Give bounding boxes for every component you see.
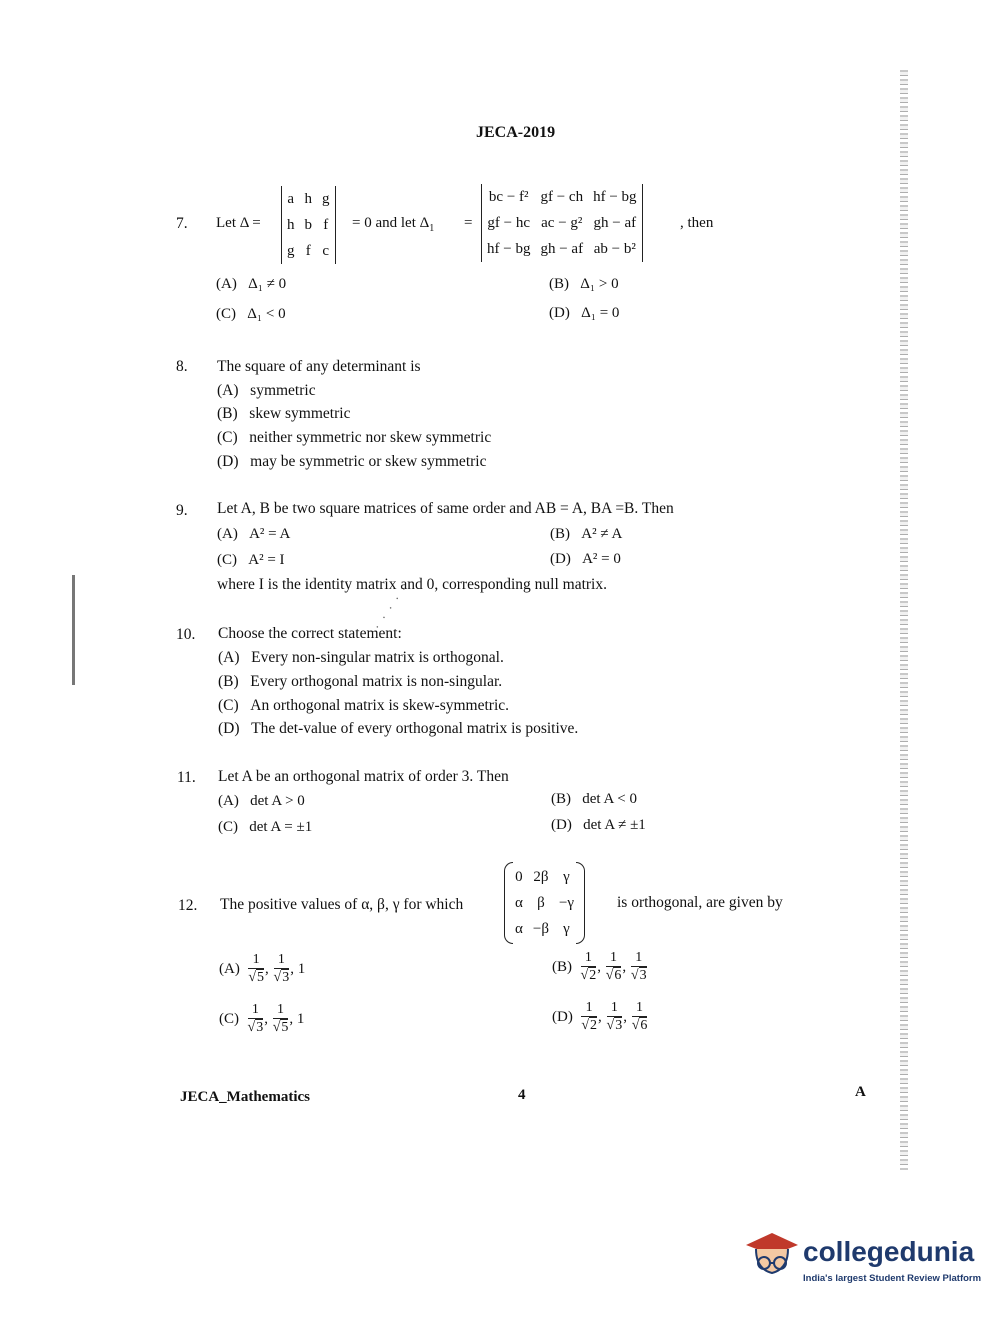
q9-stem: Let A, B be two square matrices of same order and AB = A, BA =B. Then xyxy=(217,500,674,517)
footer-page-number: 4 xyxy=(518,1087,526,1103)
q7-option-a: (A) Δ₁ ≠ 0 xyxy=(216,276,287,292)
q7-eq-sign: = xyxy=(464,215,473,231)
q9-number: 9. xyxy=(176,502,188,519)
q8-option-a: (A) symmetric xyxy=(217,382,316,399)
scan-mark xyxy=(72,575,75,685)
q9-note: where I is the identity matrix and 0, corresponding null matrix. xyxy=(217,576,607,593)
q8-number: 8. xyxy=(176,358,188,375)
q7-det-delta: a h g h b f g f c xyxy=(281,186,336,264)
q8-option-d: (D) may be symmetric or skew symmetric xyxy=(217,453,487,470)
q11-option-a: (A) det A > 0 xyxy=(218,793,305,809)
scan-edge xyxy=(900,70,908,1170)
q12-option-d: (D) $\frac{1}{√2}$ , $\frac{1}{√3}$ , $\frac{1}{√6}$ xyxy=(552,1000,648,1033)
footer-subject: JECA_Mathematics xyxy=(180,1089,310,1105)
q10-stem: Choose the correct statement: xyxy=(218,625,402,642)
q8-option-c: (C) neither symmetric nor skew symmetric xyxy=(217,429,492,446)
q9-option-b: (B) A² ≠ A xyxy=(550,526,623,542)
q11-number: 11. xyxy=(177,769,196,786)
q10-option-d: (D) The det-value of every orthogonal matrix is positive. xyxy=(218,720,579,737)
q12-option-b: (B) $\frac{1}{√2}$ , $\frac{1}{√6}$ , $\frac{1}{√3}$ xyxy=(552,950,647,983)
logo-name: collegedunia xyxy=(803,1236,975,1267)
q11-stem: Let A be an orthogonal matrix of order 3. Then xyxy=(218,768,509,785)
q12-number: 12. xyxy=(178,897,198,914)
q10-number: 10. xyxy=(176,626,196,643)
collegedunia-logo-icon xyxy=(742,1225,800,1285)
q11-option-c: (C) det A = ±1 xyxy=(218,819,313,835)
q9-option-d: (D) A² = 0 xyxy=(550,551,621,567)
q7-number: 7. xyxy=(176,215,188,232)
q7-let: Let Δ = xyxy=(216,215,261,231)
q7-then: , then xyxy=(680,215,714,231)
q12-option-a: (A) $\frac{1}{√5}$ , $\frac{1}{√3}$ , 1 xyxy=(219,952,306,985)
q7-det-delta1: bc − f² gf − ch hf − bg gf − hc ac − g² gh − af hf − bg gh − af ab − b² xyxy=(481,184,643,262)
q12-matrix: 0 2β γ α β −γ α −β γ xyxy=(510,864,579,942)
q10-option-c: (C) An orthogonal matrix is skew-symmetric. xyxy=(218,697,510,714)
q12-stem-post: is orthogonal, are given by xyxy=(617,894,783,911)
q12-stem-pre: The positive values of α, β, γ for which xyxy=(220,896,464,913)
q11-option-b: (B) det A < 0 xyxy=(551,791,637,807)
q7-eq0: = 0 and let $\Delta_1$ xyxy=(352,215,435,234)
q7-option-d: (D) Δ₁ = 0 xyxy=(549,305,620,321)
q9-option-c: (C) A² = I xyxy=(217,552,285,568)
stamp-watermark: · · · · · xyxy=(369,581,413,633)
page-title: JECA-2019 xyxy=(476,124,556,141)
q10-option-a: (A) Every non-singular matrix is orthogonal. xyxy=(218,649,504,666)
q8-option-b: (B) skew symmetric xyxy=(217,405,351,422)
logo-tagline: India's largest Student Review Platform xyxy=(803,1273,982,1284)
q7-option-b: (B) Δ₁ > 0 xyxy=(549,276,619,292)
q8-stem: The square of any determinant is xyxy=(217,358,421,375)
q10-option-b: (B) Every orthogonal matrix is non-singular. xyxy=(218,673,503,690)
q7-option-c: (C) Δ₁ < 0 xyxy=(216,306,286,322)
q9-option-a: (A) A² = A xyxy=(217,526,291,542)
q11-option-d: (D) det A ≠ ±1 xyxy=(551,817,646,833)
footer-set-letter: A xyxy=(855,1084,866,1100)
q12-option-c: (C) $\frac{1}{√3}$ , $\frac{1}{√5}$ , 1 xyxy=(219,1002,305,1035)
